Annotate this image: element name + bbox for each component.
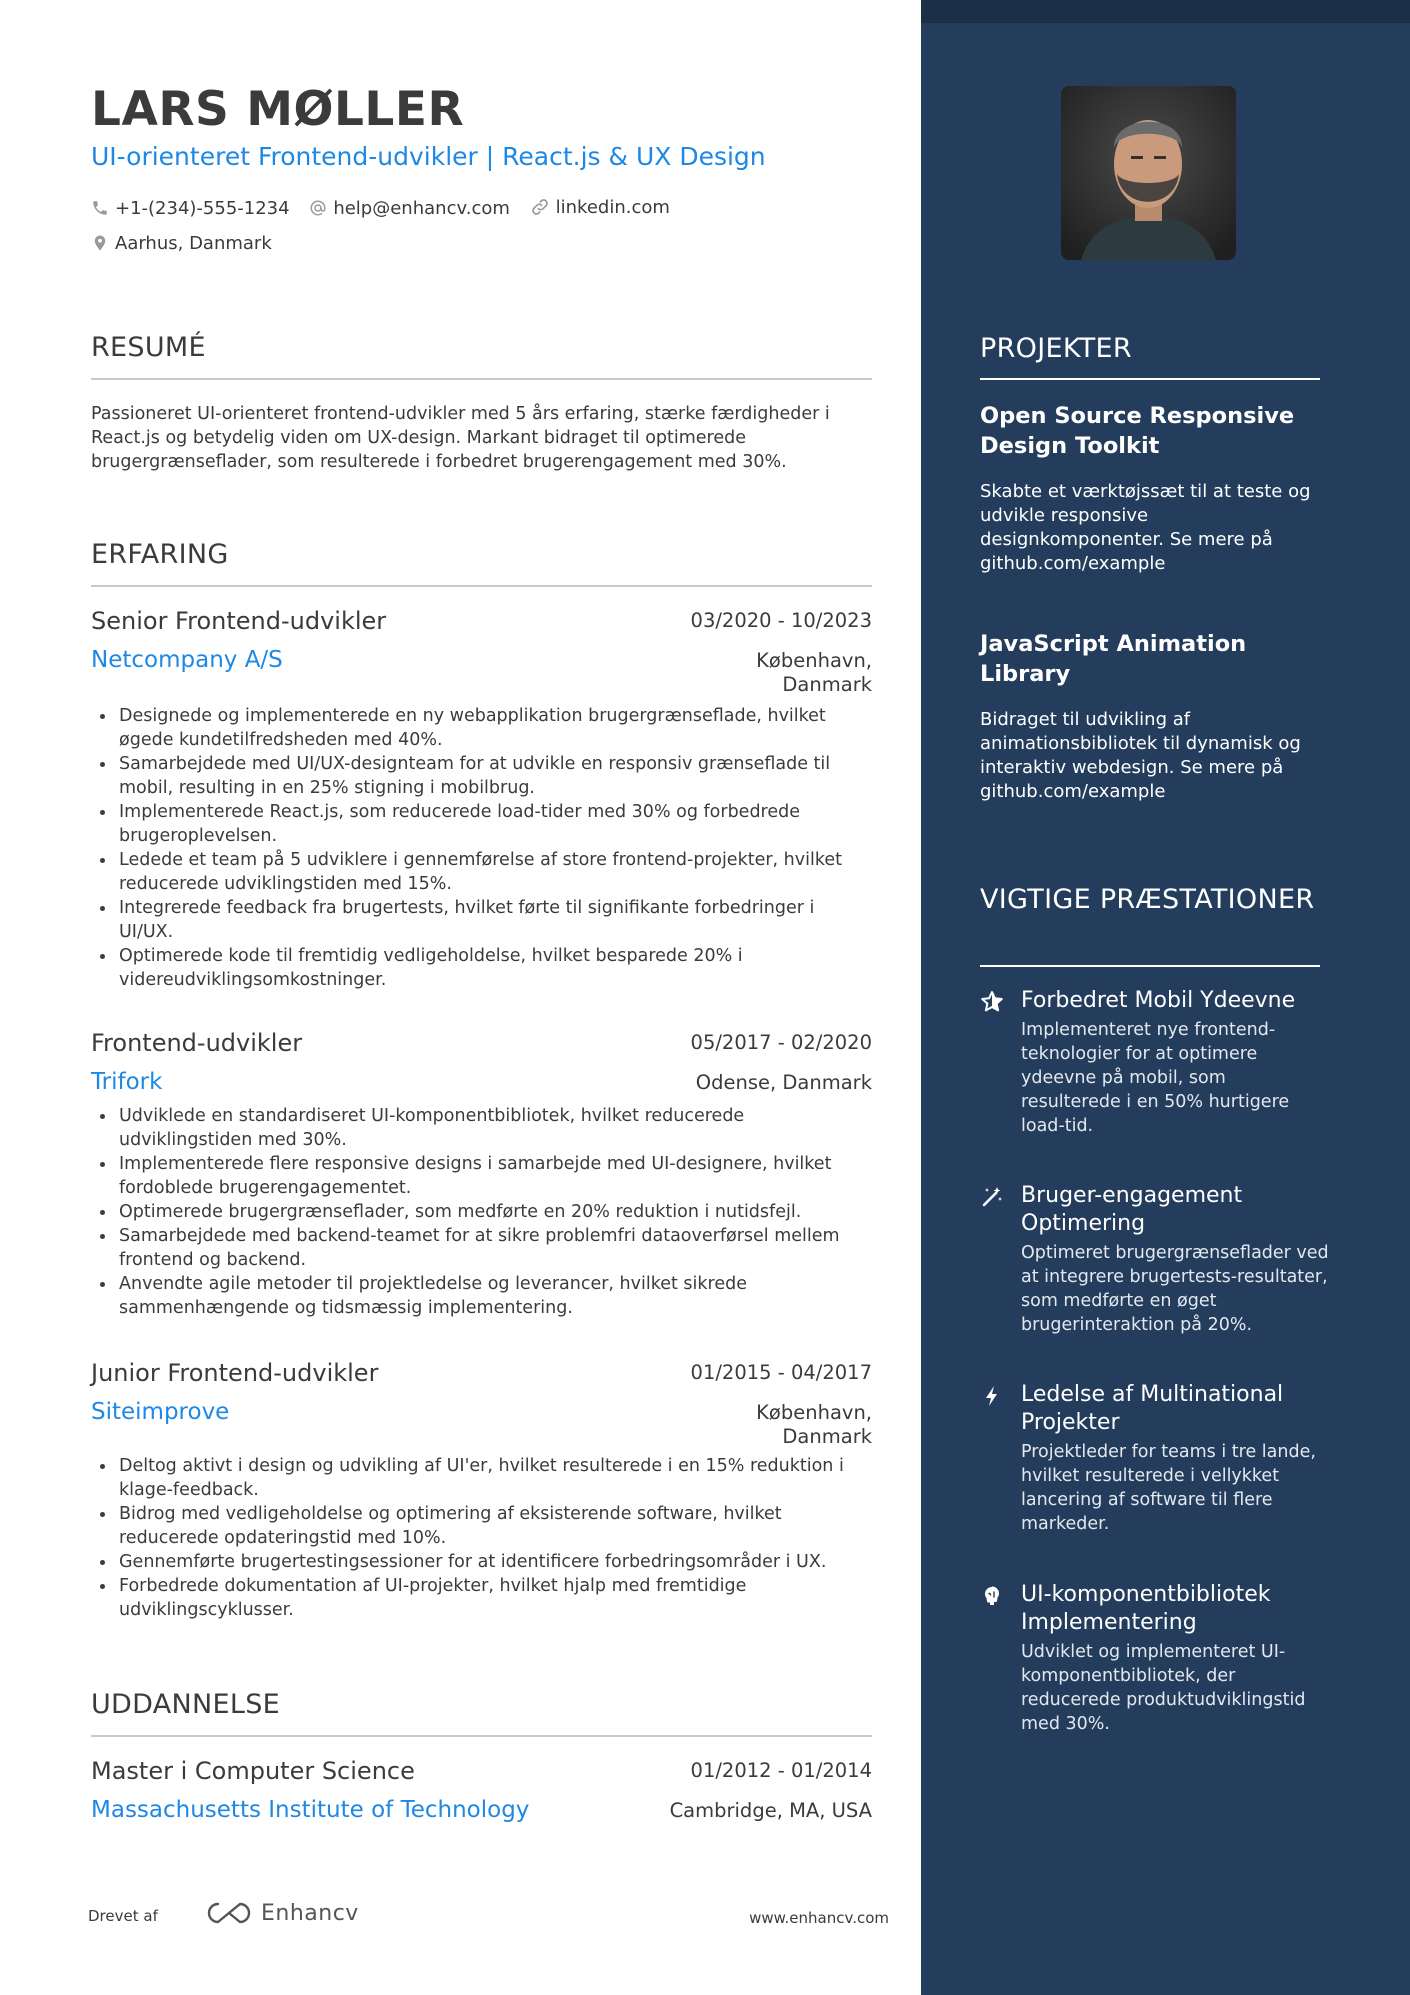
footer-url[interactable]: www.enhancv.com [749, 1909, 889, 1927]
bullet-item: Implementerede flere responsive designs i samarbejde med UI-designere, hvilket fordoblede brugerengagementet. [91, 1152, 872, 1200]
job-role: Frontend-udvikler [91, 1029, 303, 1057]
achievement-title: Forbedret Mobil Ydeevne [1021, 988, 1296, 1013]
job-company[interactable]: Netcompany A/S [91, 647, 283, 673]
phone-icon [91, 199, 109, 217]
star-icon [980, 990, 1004, 1014]
phone-contact[interactable] [91, 196, 290, 220]
job-company[interactable]: Siteimprove [91, 1399, 230, 1425]
bullet-item: Optimerede kode til fremtidig vedligeholdelse, hvilket besparede 20% i videreudviklingsomkostninger. [91, 944, 872, 992]
bullet-item: Gennemførte brugertestingsessioner for at identificere forbedringsområder i UX. [91, 1550, 872, 1574]
bullet-item: Integrerede feedback fra brugertests, hvilket førte til signifikante forbedringer i UI/UX. [91, 896, 872, 944]
bullet-item: Samarbejdede med backend-teamet for at sikre problemfri dataoverførsel mellem frontend og backend. [91, 1224, 872, 1272]
location-contact [91, 231, 272, 255]
enhancv-brand-text: Enhancv [261, 1900, 359, 1926]
bullet-item: Samarbejdede med UI/UX-designteam for at udvikle en responsiv grænseflade til mobil, resulting in en 25% stigning i mobilbrug. [91, 752, 872, 800]
job-dates: 05/2017 - 02/2020 [690, 1031, 872, 1054]
bullet-item: Designede og implementerede en ny webapplikation brugergrænseflade, hvilket øgede kundetilfredsheden med 40%. [91, 704, 872, 752]
job-role: Senior Frontend-udvikler [91, 607, 387, 635]
email-contact[interactable] [309, 196, 510, 220]
project-description: Skabte et værktøjssæt til at teste og udvikle responsive designkomponenter. Se mere på github.com/example [980, 481, 1311, 574]
bullet-item: Optimerede brugergrænseflader, som medførte en 20% reduktion i nutidsfejl. [91, 1200, 872, 1224]
phone-text: +1-(234)-555-1234 [115, 197, 290, 219]
bullet-item: Implementerede React.js, som reducerede load-tider med 30% og forbedrede brugeroplevelsen. [91, 800, 872, 848]
email-text: help@enhancv.com [333, 197, 510, 219]
linkedin-text: linkedin.com [555, 196, 670, 218]
summary-heading: RESUMÉ [91, 332, 206, 363]
enhancv-logo[interactable] [205, 1900, 359, 1926]
project-item [980, 629, 1325, 804]
bullet-item: Udviklede en standardiseret UI-komponentbibliotek, hvilket reducerede udviklingstiden med 30%. [91, 1104, 872, 1152]
bullet-item: Bidrog med vedligeholdelse og optimering af eksisterende software, hvilket reducerede opdateringstid med 10%. [91, 1502, 872, 1550]
projects-heading: PROJEKTER [980, 333, 1132, 364]
headline: UI-orienteret Frontend-udvikler | React.js & UX Design [91, 142, 766, 171]
job-location: København, Danmark [756, 649, 872, 696]
achievement-item [980, 1381, 1330, 1536]
job-location: Odense, Danmark [695, 1071, 872, 1094]
project-item [980, 401, 1325, 576]
achievements-divider [980, 965, 1320, 967]
achievement-item [980, 1581, 1330, 1736]
achievements-heading: VIGTIGE PRÆSTATIONER [980, 884, 1315, 915]
contact-info [91, 195, 871, 258]
achievement-item [980, 1182, 1330, 1337]
powered-by-text: Drevet af [88, 1907, 158, 1925]
brain-icon [980, 1584, 1004, 1608]
lightning-icon [980, 1384, 1004, 1408]
sidebar-top-bar [921, 0, 1410, 23]
education-divider [91, 1735, 872, 1737]
job-dates: 03/2020 - 10/2023 [690, 609, 872, 632]
achievement-description: Projektleder for teams i tre lande, hvilket resulterede i vellykket lancering af software til flere markeder. [1021, 1442, 1316, 1534]
sidebar-column [921, 0, 1410, 1995]
experience-heading: ERFARING [91, 539, 229, 570]
achievement-description: Implementeret nye frontend-teknologier for at optimere ydeevne på mobil, som resulterede i en 50% hurtigere load-tid. [1021, 1020, 1290, 1136]
projects-divider [980, 378, 1320, 380]
bullet-item: Deltog aktivt i design og udvikling af UI'er, hvilket resulterede i en 15% reduktion i klage-feedback. [91, 1454, 872, 1502]
bullet-item: Anvendte agile metoder til projektledelse og leverancer, hvilket sikrede sammenhængende og tidsmæssig implementering. [91, 1272, 872, 1320]
achievement-title: Ledelse af Multinational Projekter [1021, 1382, 1284, 1435]
summary-text: Passioneret UI-orienteret frontend-udvikler med 5 års erfaring, stærke færdigheder i React.js og betydelig viden om UX-design. Markant bidraget til optimerede brugergrænseflader, som resulterede i forbedret brugerengagement med 30%. [91, 404, 830, 472]
bullet-item: Forbedrede dokumentation af UI-projekter, hvilket hjalp med fremtidige udviklingscyklusser. [91, 1574, 872, 1622]
achievement-description: Udviklet og implementeret UI-komponentbibliotek, der reducerede produktudviklingstid med 30%. [1021, 1642, 1306, 1734]
project-title: Open Source Responsive Design Toolkit [980, 403, 1295, 459]
profile-photo [1061, 86, 1236, 260]
experience-divider [91, 585, 872, 587]
achievement-item [980, 987, 1330, 1138]
project-title: JavaScript Animation Library [980, 631, 1247, 687]
achievement-title: UI-komponentbibliotek Implementering [1021, 1582, 1271, 1635]
candidate-name: LARS MØLLER [91, 82, 465, 137]
project-description: Bidraget til udvikling af animationsbibliotek til dynamisk og interaktiv webdesign. Se mere på github.com/example [980, 709, 1301, 802]
job-bullets [91, 704, 872, 992]
degree: Master i Computer Science [91, 1757, 415, 1785]
education-location: Cambridge, MA, USA [669, 1799, 872, 1822]
location-pin-icon [91, 233, 109, 253]
job-dates: 01/2015 - 04/2017 [690, 1361, 872, 1384]
job-role: Junior Frontend-udvikler [91, 1359, 379, 1387]
education-dates: 01/2012 - 01/2014 [690, 1759, 872, 1782]
achievement-title: Bruger-engagement Optimering [1021, 1183, 1243, 1236]
school[interactable]: Massachusetts Institute of Technology [91, 1797, 530, 1823]
link-icon [530, 197, 550, 217]
job-company[interactable]: Trifork [91, 1069, 163, 1095]
profile-photo-icon [1061, 86, 1236, 260]
education-heading: UDDANNELSE [91, 1689, 281, 1720]
linkedin-contact[interactable] [530, 195, 670, 219]
enhancv-logo-icon [205, 1900, 253, 1926]
job-bullets [91, 1104, 872, 1320]
at-icon [309, 199, 327, 217]
summary-divider [91, 378, 872, 380]
achievement-description: Optimeret brugergrænseflader ved at integrere brugertests-resultater, som medførte en øget brugerinteraktion på 20%. [1021, 1243, 1329, 1335]
magic-wand-icon [980, 1185, 1004, 1209]
job-location: København, Danmark [756, 1401, 872, 1448]
bullet-item: Ledede et team på 5 udviklere i gennemførelse af store frontend-projekter, hvilket reducerede udviklingstiden med 15%. [91, 848, 872, 896]
job-bullets [91, 1454, 872, 1622]
location-text: Aarhus, Danmark [115, 232, 272, 254]
